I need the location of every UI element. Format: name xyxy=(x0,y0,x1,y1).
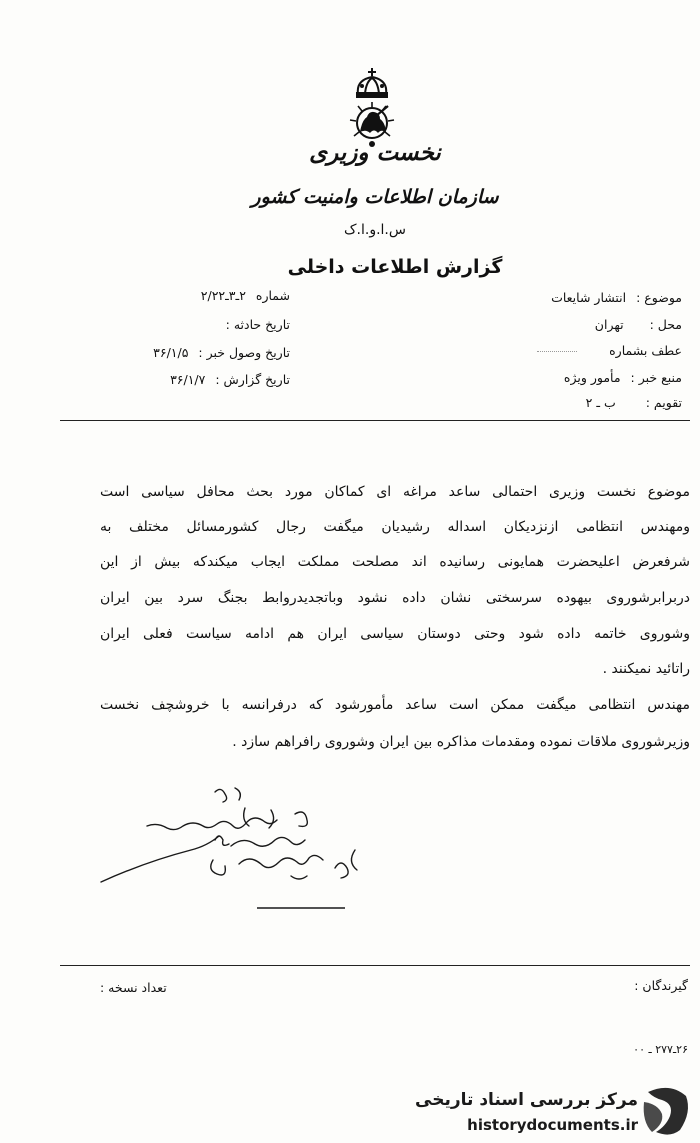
report-number-label: شماره xyxy=(255,288,290,303)
body-line: ومهندس انتظامی ازنزدیکان اسداله رشیدیان میگفت رجال کشورمسائل مختلف به xyxy=(100,519,690,535)
reference-number xyxy=(512,342,682,360)
place xyxy=(512,316,682,334)
ministry-title: نخست وزیری xyxy=(309,140,441,166)
rating-label: تقویم : xyxy=(645,395,682,410)
received-date xyxy=(90,344,290,362)
lion-and-sun-emblem xyxy=(336,66,408,150)
report-date-value: ۳۶/۱/۷ xyxy=(170,372,206,387)
subject-label: موضوع : xyxy=(636,290,682,305)
news-source xyxy=(512,369,682,387)
rating xyxy=(512,394,682,412)
report-date-label: تاریخ گزارش : xyxy=(215,372,290,387)
reference-label: عطف بشماره xyxy=(609,343,682,358)
incident-date xyxy=(90,316,290,334)
report-number xyxy=(90,287,290,305)
body-line: وزیرشوروی ملاقات نموده ومقدمات مذاکره بین ایران وشوروی رافراهم سازد . xyxy=(232,734,690,750)
body-line: راتائید نمیکنند . xyxy=(602,661,690,677)
subject xyxy=(512,289,682,307)
organization-name: سازمان اطلاعات وامنیت کشور xyxy=(251,186,499,208)
place-value: تهران xyxy=(594,317,624,332)
archive-website: historydocuments.ir xyxy=(467,1116,638,1134)
copies-count-label: تعداد نسخه : xyxy=(100,980,167,995)
recipients-label: گیرندگان : xyxy=(634,978,688,993)
report-date xyxy=(90,371,290,389)
received-date-value: ۳۶/۱/۵ xyxy=(153,345,189,360)
organization-abbreviation: س.ا.و.ا.ک xyxy=(344,222,406,238)
news-source-value: مأمور ویژه xyxy=(563,370,621,385)
archive-logo-icon xyxy=(640,1082,692,1138)
report-title: گزارش اطلاعات داخلی xyxy=(287,256,503,278)
footer-divider xyxy=(60,965,690,966)
report-number-value: ۲ـ۳ـ۲/۲۲ xyxy=(200,288,246,303)
body-line: موضوع نخست وزیری احتمالی ساعد مراغه ای کماکان مورد بحث محافل سیاسی است xyxy=(100,484,690,500)
handwritten-annotation xyxy=(95,780,395,920)
body-line: وشوروی خاتمه داده شود وحتی دوستان سیاسی ایران هم ادامه سیاست فعلی ایران xyxy=(100,626,690,642)
archive-name: مرکز بررسی اسناد تاریخی xyxy=(415,1090,638,1110)
subject-value: انتشار شایعات xyxy=(551,290,627,305)
body-line: دربرابرشوروی بیهوده سرسختی نشان داده نشود وباتجدیدروابط بجنگ سرد بین ایران xyxy=(100,590,690,606)
reference-blank xyxy=(537,351,577,352)
place-label: محل : xyxy=(649,317,682,332)
body-line: شرفعرض اعلیحضرت همایونی رسانیده اند مصلحت مملکت ایجاب میکندکه بیش از این xyxy=(100,554,690,570)
header-divider xyxy=(60,420,690,421)
incident-date-label: تاریخ حادثه : xyxy=(225,317,290,332)
form-code: ۲۶ـ۲۷۷ ـ ۰۰ xyxy=(633,1043,688,1056)
body-line: مهندس انتظامی میگفت ممکن است ساعد مأمورشود که درفرانسه با خروشچف نخست xyxy=(100,697,690,713)
news-source-label: منبع خبر : xyxy=(630,370,682,385)
rating-value: ب ـ ۲ xyxy=(585,395,616,410)
received-date-label: تاریخ وصول خبر : xyxy=(198,345,290,360)
